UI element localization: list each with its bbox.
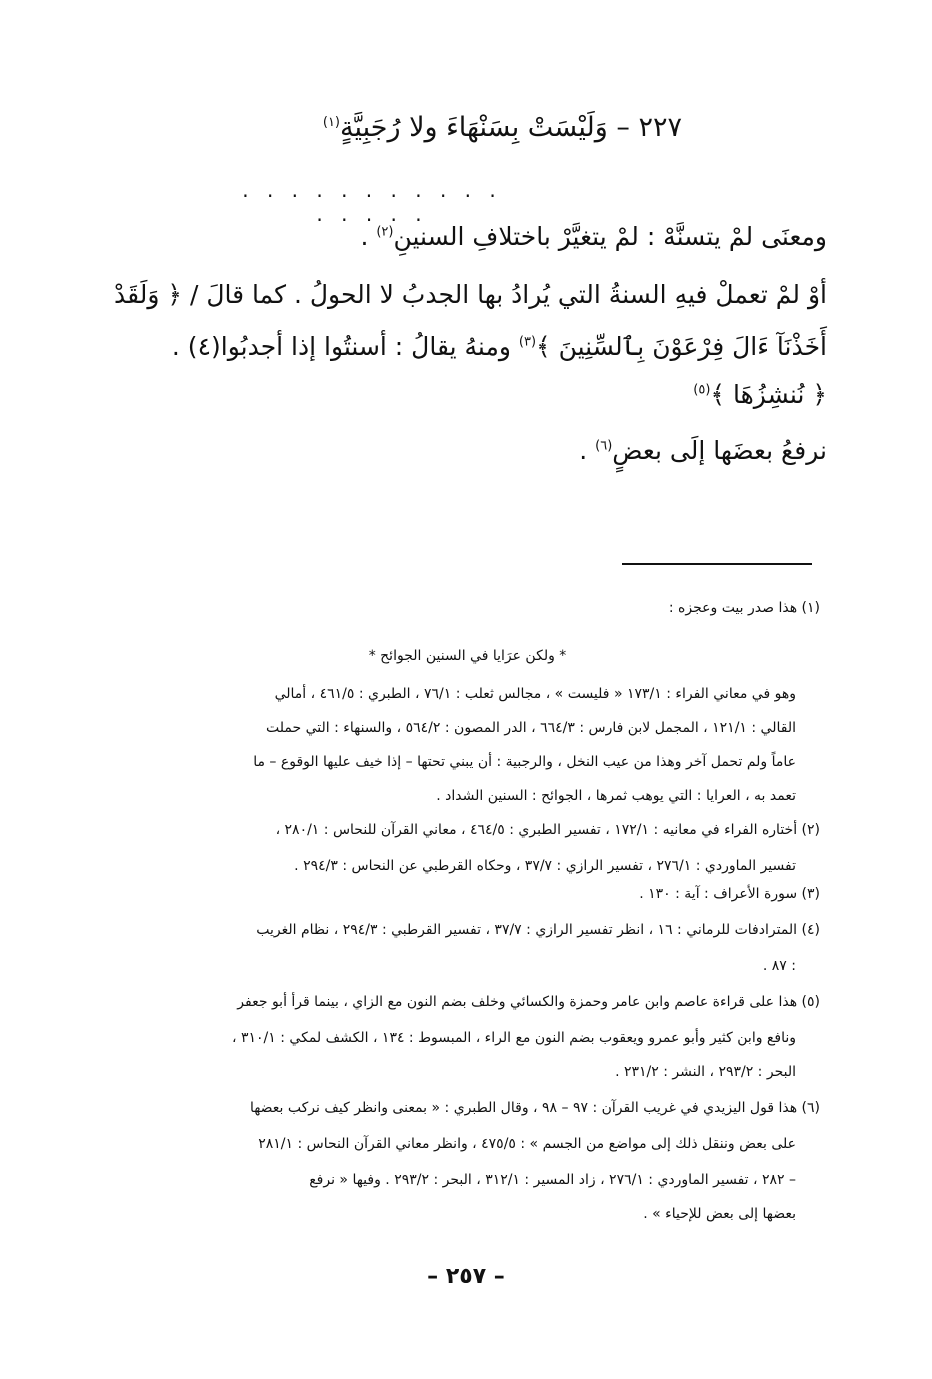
main-line-tail: ومنهُ يقالُ : أسنتُوا إذا أجدبُوا(٤) . — [171, 332, 519, 361]
main-line-text: نرفعُ بعضَها إلَى بعضٍ — [612, 436, 827, 465]
footnote-line: (١) هذا صدر بيت وعجزه : — [668, 600, 820, 616]
footnote-ref: (٣) — [518, 334, 537, 350]
verse-heading-text: ٢٢٧ – وَلَيْسَتْ بِسَنْهَاءَ ولا رُجَبِيَّةٍ — [340, 112, 682, 143]
main-line-tail: . — [360, 222, 377, 251]
footnote-line: : ٨٧ . — [762, 958, 796, 974]
main-line-2 — [107, 280, 827, 310]
footnote-line: ونافع وابن كثير وأبو عمرو ويعقوب بضم النون مع الراء ، المبسوط : ١٣٤ ، الكشف لمكي : ٣١٠/١ ، — [232, 1030, 796, 1046]
footnote-line: تعمد به ، العرايا : التي يوهب ثمرها ، الجوائح : السنين الشداد . — [436, 788, 796, 804]
main-line-4 — [107, 380, 827, 410]
footnote-ref: (٢) — [376, 224, 394, 240]
main-line-text: أَخَذْنَآ ءَالَ فِرْعَوْنَ بِٱلسِّنِينَ ﴾ — [536, 332, 827, 361]
main-line-text: ومعنَى لمْ يتسنَّهْ : لمْ يتغيَّرْ باختلافِ السنينِ — [393, 222, 827, 251]
footnote-line: على بعض وننقل ذلك إلى مواضع من الجسم » : ٤٧٥/٥ ، وانظر معاني القرآن النحاس : ٢٨١/١ — [258, 1136, 796, 1152]
main-line-5 — [107, 436, 827, 466]
footnote-line: – ٢٨٢ ، تفسير الماوردي : ٢٧٦/١ ، زاد المسير : ٣١٢/١ ، البحر : ٢٩٣/٢ . وفيها « نرفع — [309, 1172, 796, 1188]
footnote-line: عاماً ولم تحمل آخر وهذا من عيب النخل ، والرجبية : أن يبني تحتها – إذا خيف عليها الوقوع – ما — [253, 754, 796, 770]
main-line-text: ﴿ نُنشِزُهَا ﴾ — [710, 380, 827, 409]
main-line-3 — [107, 332, 827, 362]
footnote-line: (٣) سورة الأعراف : آية : ١٣٠ . — [639, 886, 820, 902]
verse-heading — [262, 112, 682, 143]
footnote-separator-rule — [622, 563, 812, 565]
verse-heading-footnote-ref: (١) — [322, 115, 340, 130]
main-line-tail: . — [579, 436, 596, 465]
footnote-line: (٥) هذا على قراءة عاصم وابن عامر وحمزة والكسائي وخلف بضم النون مع الزاي ، بينما قرأ أبو جعفر — [237, 994, 820, 1010]
footnote-line: * ولكن عرَايا في السنين الجوائح * — [368, 648, 567, 664]
footnote-ref: (٦) — [595, 438, 613, 454]
main-line-1 — [107, 222, 827, 252]
footnote-line: القالي : ١٢١/١ ، المجمل لابن فارس : ٦٦٤/٣ ، الدر المصون : ٥٦٤/٢ ، والسنهاء : التي حملت — [266, 720, 796, 736]
footnote-ref: (٥) — [693, 382, 711, 398]
footnote-line: البحر : ٢٩٣/٢ ، النشر : ٢٣١/٢ . — [615, 1064, 796, 1080]
footnote-line: تفسير الماوردي : ٢٧٦/١ ، تفسير الرازي : ٣٧/٧ ، وحكاه القرطبي عن النحاس : ٢٩٤/٣ . — [294, 858, 796, 874]
separator-dots: . . . . . . . . . . . . . . . . — [242, 178, 502, 226]
footnote-line: (٤) المترادفات للرماني : ١٦ ، انظر تفسير الرازي : ٣٧/٧ ، تفسير القرطبي : ٢٩٤/٣ ، نظام الغريب — [256, 922, 820, 938]
footnote-line: وهو في معاني الفراء : ١٧٣/١ « فليست » ، مجالس ثعلب : ٧٦/١ ، الطبري : ٤٦١/٥ ، أمالي — [274, 686, 796, 702]
footnote-line: بعضها إلى بعض للإحياء » . — [643, 1206, 796, 1222]
main-line-text: أوْ لمْ تعملْ فيهِ السنةُ التي يُرادُ بها الجدبُ لا الحولُ . كما قالَ / ﴿ وَلَقَدْ — [114, 280, 827, 309]
page-number: – ٢٥٧ – — [427, 1264, 505, 1289]
footnote-line: (٦) هذا قول اليزيدي في غريب القرآن : ٩٧ – ٩٨ ، وقال الطبري : « بمعنى وانظر كيف نركب بعضها — [249, 1100, 820, 1116]
footnote-line: (٢) أختاره الفراء في معانيه : ١٧٢/١ ، تفسير الطبري : ٤٦٤/٥ ، معاني القرآن للنحاس : ٢٨٠/١ ، — [275, 822, 820, 838]
